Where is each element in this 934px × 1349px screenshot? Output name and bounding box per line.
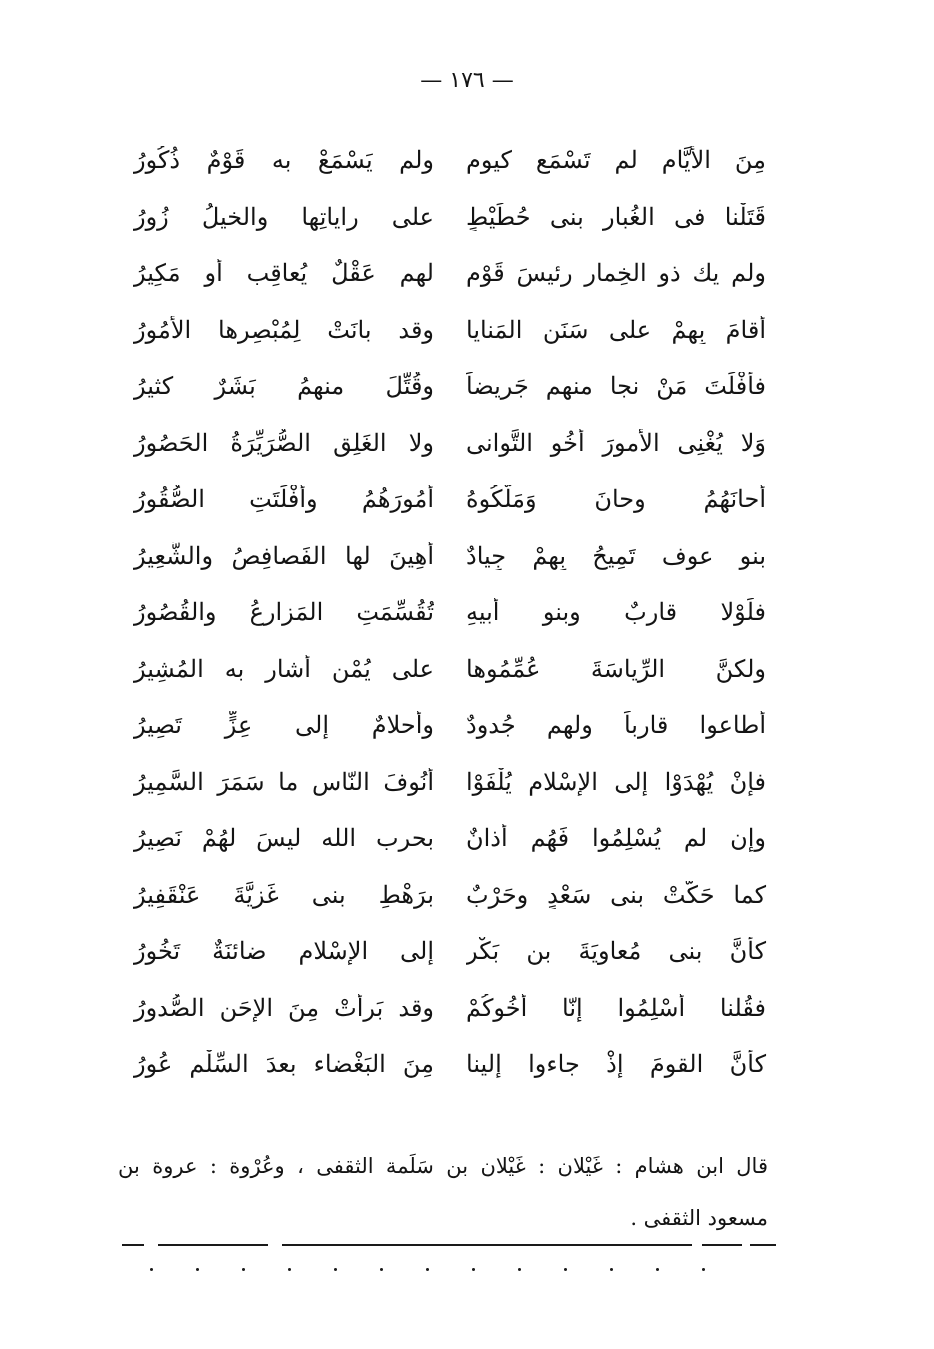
- verse-second-hemistich: أُنُوفَ النّاسِ ما سَمَرَ السَّمِيرُ: [134, 767, 434, 796]
- verse-first-hemistich: أطاعوا قارِباً ولهم جُدودٌ: [466, 711, 766, 740]
- verse-line: [130, 358, 770, 415]
- verse-second-hemistich: وأحلامٌ إلى عِزٍّ تَصِيرُ: [134, 711, 434, 740]
- verse-second-hemistich: ولا الغَلِق الصُّرَيِّرَةُ الحَصُورُ: [134, 428, 434, 457]
- verse-first-hemistich: مِنَ الأيَّام لم تَسْمَع كيومٍ: [466, 146, 766, 175]
- verse-first-hemistich: قَتَلْنا فى الغُبار بنى حُطَيْطٍ: [466, 202, 766, 231]
- verse-line: [130, 697, 770, 754]
- verse-first-hemistich: فأفْلَتَ مَنْ نجا منهم جَرِيضاً: [466, 372, 766, 401]
- verse-line: [130, 189, 770, 246]
- verse-first-hemistich: وإن لم يُسْلِمُوا فَهُم أذانٌ: [466, 824, 766, 853]
- verse-first-hemistich: كأنَّ القومَ إذْ جاءوا إلينا: [466, 1050, 766, 1079]
- rule-segment: [122, 1244, 144, 1246]
- verse-line: [130, 584, 770, 641]
- verse-second-hemistich: وقُتِّلَ منهمُ بَشَرٌ كثيرُ: [134, 372, 434, 401]
- verse-line: [130, 415, 770, 472]
- bottom-rule: [122, 1244, 782, 1250]
- verse-second-hemistich: أُهِينَ لها الفَصافِصُ والشَّعِيرُ: [134, 541, 434, 570]
- verse-first-hemistich: فإنْ يُهْدَوْا إلى الإسْلامِ يُلْفَوْا: [466, 767, 766, 796]
- verse-line: [130, 245, 770, 302]
- verse-line: [130, 867, 770, 924]
- verse-first-hemistich: وَلا يُغْنِى الأُمورَ أخُو التَّوانى: [466, 428, 766, 457]
- footnote-line: مسعود الثقفى .: [630, 1206, 768, 1230]
- rule-segment: [158, 1244, 268, 1246]
- page-number: — ١٧٦ —: [420, 68, 514, 93]
- verse-first-hemistich: بنو عوف تَمِيحُ بِهِمْ جِيادٌ: [466, 541, 766, 570]
- verse-first-hemistich: كأنَّ بنى مُعاوِيَةَ بنِ بَكْرٍ: [466, 937, 766, 966]
- verse-line: [130, 980, 770, 1037]
- verse-second-hemistich: تُقُسِّمَتِ المَزارِعُ والقُصُورُ: [134, 598, 434, 627]
- verse-line: [130, 1036, 770, 1093]
- verse-second-hemistich: بحرب الله ليسَ لهُمْ نَصِيرُ: [134, 824, 434, 853]
- ornament-dot: [334, 1268, 337, 1271]
- verse-line: [130, 302, 770, 359]
- verse-first-hemistich: فلَوْلا قارِبٌ وبنو أبيهِ: [466, 598, 766, 627]
- verse-second-hemistich: وقد بانَتْ لِمُبْصِرِها الأُمُورُ: [134, 315, 434, 344]
- rule-segment: [282, 1244, 692, 1246]
- bottom-dots: [150, 1268, 720, 1276]
- ornament-dot: [380, 1268, 383, 1271]
- ornament-dot: [288, 1268, 291, 1271]
- rule-segment: [702, 1244, 742, 1246]
- ornament-dot: [196, 1268, 199, 1271]
- ornament-dot: [426, 1268, 429, 1271]
- poem: [130, 132, 770, 1093]
- verse-line: [130, 810, 770, 867]
- verse-first-hemistich: ولم يك ذو الخِمار رئيسَ قَوْمٍ: [466, 259, 766, 288]
- verse-second-hemistich: برَهْطِ بنى غَزِيَّةَ عَنْقَفِيرُ: [134, 880, 434, 909]
- footnote-line: قال ابن هشام : غَيْلان : غَيْلان بن سَلَمة الثقفى ، وعُرْوة : عروة بن: [118, 1154, 768, 1178]
- verse-first-hemistich: أقامَ بِهِمْ على سَنَنِ المَنايا: [466, 315, 766, 344]
- verse-first-hemistich: أحانَهُمُ وحانَ وَمَلَّكُوهُ: [466, 485, 766, 514]
- ornament-dot: [242, 1268, 245, 1271]
- verse-second-hemistich: ولم يَسْمَعْ به قَوْمٌ ذُكُورُ: [134, 146, 434, 175]
- verse-line: [130, 641, 770, 698]
- verse-second-hemistich: وقد بَرِأتْ مِنَ الإحَنِ الصُّدورُ: [134, 993, 434, 1022]
- verse-second-hemistich: مِنَ البَغْضاء بعدَ السِّلْمِ عُورُ: [134, 1050, 434, 1079]
- verse-second-hemistich: إلى الإسْلامِ ضائنَةٌ تَخُورُ: [134, 937, 434, 966]
- verse-line: [130, 754, 770, 811]
- verse-line: [130, 528, 770, 585]
- verse-first-hemistich: فقُلنا أسْلِمُوا إنّا أخُوكُمْ: [466, 993, 766, 1022]
- verse-line: [130, 923, 770, 980]
- ornament-dot: [702, 1268, 705, 1271]
- verse-line: [130, 471, 770, 528]
- rule-segment: [750, 1244, 776, 1246]
- verse-second-hemistich: لهم عَقْلٌ يُعاقِب أو مَكِيرُ: [134, 259, 434, 288]
- verse-first-hemistich: ولكنَّ الرِّياسَةَ عُمِّمُوها: [466, 654, 766, 683]
- verse-line: [130, 132, 770, 189]
- ornament-dot: [610, 1268, 613, 1271]
- verse-first-hemistich: كما حَكَّتْ بنى سَعْدٍ وحَرْبٌ: [466, 880, 766, 909]
- footnote: [118, 1140, 768, 1244]
- verse-second-hemistich: على يُمْنٍ أشار به المُشِيرُ: [134, 654, 434, 683]
- ornament-dot: [564, 1268, 567, 1271]
- ornament-dot: [472, 1268, 475, 1271]
- ornament-dot: [150, 1268, 153, 1271]
- verse-second-hemistich: أُمُورَهُمُ وأفْلَتَتِ الصُّقُورُ: [134, 485, 434, 514]
- ornament-dot: [518, 1268, 521, 1271]
- ornament-dot: [656, 1268, 659, 1271]
- verse-second-hemistich: على راياتِها والخيلُ زُورُ: [134, 202, 434, 231]
